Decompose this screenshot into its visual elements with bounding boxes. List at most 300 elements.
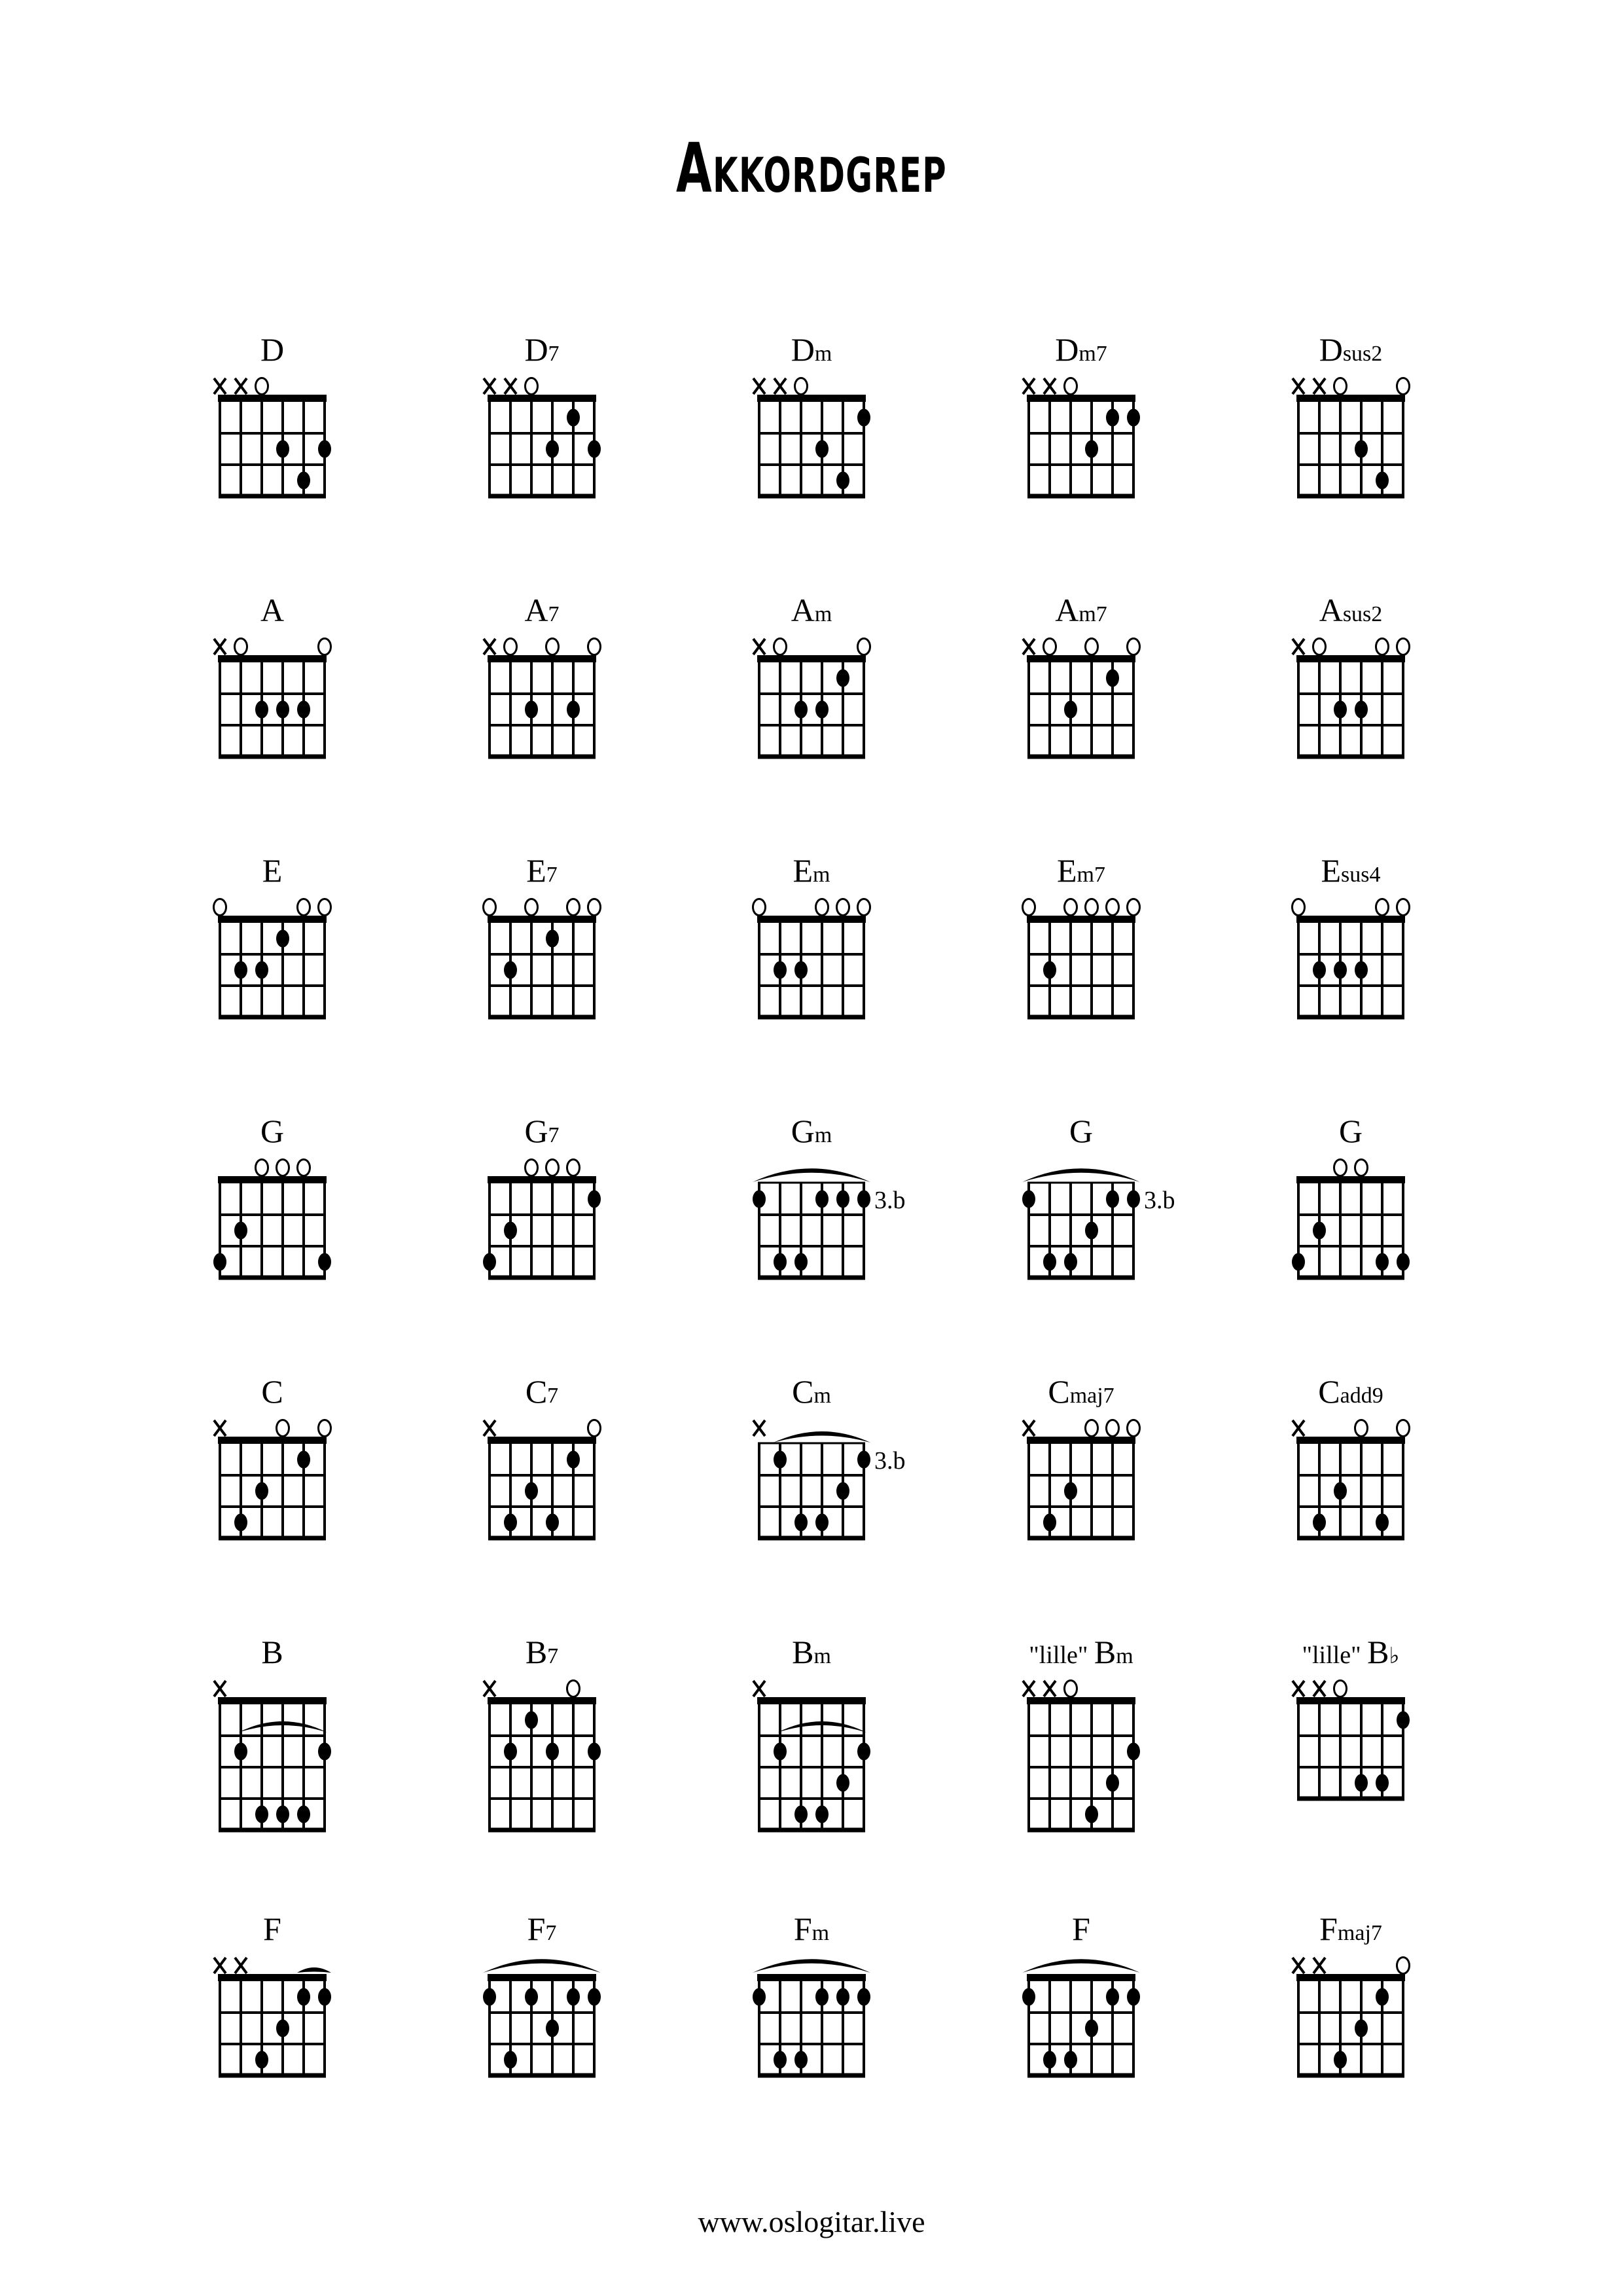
chord-name <box>1057 852 1105 889</box>
finger-dot <box>836 1988 849 2006</box>
chord-name-root: B <box>525 1634 548 1670</box>
chord-name-suffix: 7 <box>547 1384 559 1408</box>
chord-cell <box>407 1633 677 1910</box>
chord-name <box>1319 331 1383 368</box>
finger-dot <box>1085 440 1098 458</box>
open-string-marker <box>505 639 517 655</box>
open-string-marker <box>1376 899 1389 916</box>
barre-arc <box>1022 1959 1140 1973</box>
open-string-marker <box>526 899 538 916</box>
chord-name <box>526 852 558 889</box>
muted-string-marker <box>1023 639 1035 655</box>
finger-dot <box>1064 2051 1077 2069</box>
chord-name-suffix: 7 <box>545 1921 557 1945</box>
open-string-marker <box>795 378 808 395</box>
chord-cell <box>1216 1910 1486 2170</box>
finger-dot <box>1376 1774 1389 1792</box>
fretboard-grid <box>218 916 327 1017</box>
chord-cell <box>137 591 407 852</box>
chord-name-root: B <box>1094 1634 1116 1670</box>
chord-cell <box>407 1112 677 1372</box>
chord-name <box>1302 1633 1399 1671</box>
chord-name-root: F <box>1072 1910 1090 1947</box>
open-string-marker <box>1313 639 1326 655</box>
chord-name-root: C <box>525 1373 548 1410</box>
chord-name-root: E <box>793 852 813 889</box>
open-string-marker <box>1107 899 1119 916</box>
finger-dot <box>546 2020 559 2037</box>
fretboard-grid <box>488 916 596 1017</box>
chord-diagram <box>137 368 407 508</box>
muted-string-marker <box>214 378 226 394</box>
finger-dot <box>1355 701 1368 719</box>
finger-dot <box>1064 1253 1077 1271</box>
open-string-marker <box>1065 899 1077 916</box>
finger-dot <box>1106 1988 1119 2006</box>
barre-arc <box>483 1959 601 1973</box>
open-string-marker <box>1334 1160 1347 1176</box>
finger-dot <box>1022 1191 1035 1208</box>
finger-dot <box>234 1514 247 1532</box>
finger-dot <box>234 961 247 979</box>
chord-name-suffix: m <box>814 342 832 366</box>
finger-dot <box>774 1253 787 1271</box>
open-string-marker <box>319 1420 331 1437</box>
finger-dot <box>815 1514 829 1532</box>
chord-diagram <box>946 1410 1216 1550</box>
open-string-marker <box>1128 899 1140 916</box>
finger-dot <box>525 701 538 719</box>
open-string-marker <box>484 899 496 916</box>
fretboard-grid <box>218 1974 327 2075</box>
fretboard-grid <box>488 1437 596 1538</box>
finger-dot <box>1355 961 1368 979</box>
chord-name <box>1029 1633 1133 1671</box>
chord-cell <box>137 331 407 591</box>
finger-dot <box>774 2051 787 2069</box>
finger-dot <box>1355 2020 1368 2037</box>
chord-name <box>1321 852 1380 889</box>
finger-dot <box>1334 1482 1347 1500</box>
chord-cell <box>946 852 1216 1112</box>
finger-dot <box>588 1988 601 2006</box>
chord-name-suffix: m <box>814 602 832 626</box>
chord-name-root: A <box>260 592 285 628</box>
finger-dot <box>1064 1482 1077 1500</box>
open-string-marker <box>858 899 870 916</box>
open-string-marker <box>546 1160 559 1176</box>
finger-dot <box>1376 1988 1389 2006</box>
finger-dot <box>815 1988 829 2006</box>
chord-name-root: B <box>792 1634 814 1670</box>
open-string-marker <box>1065 378 1077 395</box>
finger-dot <box>1085 2020 1098 2037</box>
fret-position-label: 3.b <box>874 1187 906 1214</box>
chord-name <box>260 591 284 629</box>
finger-dot <box>297 1988 310 2006</box>
fretboard-grid <box>218 1697 327 1830</box>
chord-name <box>791 591 832 629</box>
finger-dot <box>255 2051 268 2069</box>
chord-diagram <box>677 1671 946 1842</box>
chord-diagram <box>677 1948 946 2087</box>
open-string-marker <box>1334 1681 1347 1697</box>
chord-diagram <box>137 1150 407 1289</box>
chord-name-suffix: 7 <box>548 342 560 366</box>
fretboard-grid <box>1027 1697 1135 1830</box>
muted-string-marker <box>214 1420 226 1436</box>
finger-dot <box>1106 409 1119 427</box>
finger-dot <box>546 1514 559 1532</box>
finger-dot <box>815 701 829 719</box>
finger-dot <box>567 1988 580 2006</box>
muted-string-marker <box>753 1420 765 1436</box>
open-string-marker <box>298 1160 310 1176</box>
open-string-marker <box>1107 1420 1119 1437</box>
chord-name-root: E <box>1057 852 1077 889</box>
finger-dot <box>297 1451 310 1469</box>
chord-name-root: F <box>793 1910 812 1947</box>
open-string-marker <box>1397 1958 1410 1974</box>
open-string-marker <box>1376 639 1389 655</box>
chord-name <box>262 852 283 889</box>
chord-name <box>524 331 559 368</box>
finger-dot <box>1355 1774 1368 1792</box>
chord-name <box>527 1910 557 1948</box>
finger-dot <box>1397 1712 1410 1729</box>
muted-string-marker <box>484 1420 495 1436</box>
open-string-marker <box>319 639 331 655</box>
muted-string-marker <box>753 1681 765 1696</box>
muted-string-marker <box>753 639 765 655</box>
chord-name-root: B <box>1367 1634 1389 1670</box>
chord-cell <box>677 331 946 591</box>
chord-diagram <box>946 629 1216 768</box>
chord-diagram <box>137 1671 407 1842</box>
chord-name-root: G <box>1338 1113 1363 1149</box>
chord-name <box>1319 1910 1382 1948</box>
fretboard-grid <box>1027 1437 1135 1538</box>
chord-name <box>526 1633 558 1671</box>
chord-diagram <box>677 889 946 1029</box>
chord-name-suffix: sus2 <box>1342 342 1383 366</box>
chord-diagram <box>137 629 407 768</box>
open-string-marker <box>567 899 580 916</box>
fretboard-grid <box>1296 1437 1405 1538</box>
open-string-marker <box>1334 378 1347 395</box>
barre-arc <box>753 1168 870 1182</box>
chord-name-root: A <box>1319 592 1343 628</box>
chord-diagram <box>1216 889 1486 1029</box>
fretboard-grid <box>488 395 596 496</box>
chord-name-suffix: 7 <box>547 1644 559 1668</box>
fretboard-grid <box>1027 655 1135 757</box>
finger-dot <box>297 472 310 490</box>
fret-position-label: 3.b <box>874 1447 906 1475</box>
chord-cell <box>1216 852 1486 1112</box>
open-string-marker <box>277 1420 289 1437</box>
chord-row <box>137 1112 1486 1372</box>
chord-diagram <box>407 1410 677 1550</box>
open-string-marker <box>277 1160 289 1176</box>
finger-dot <box>1043 1253 1056 1271</box>
finger-dot <box>857 1451 870 1469</box>
open-string-marker <box>1128 1420 1140 1437</box>
open-string-marker <box>1023 899 1035 916</box>
finger-dot <box>567 701 580 719</box>
chord-diagram <box>946 889 1216 1029</box>
chord-diagram <box>946 1150 1216 1289</box>
chord-row <box>137 852 1486 1112</box>
finger-dot <box>1106 1191 1119 1208</box>
fretboard-grid <box>757 1697 866 1830</box>
chord-cell <box>137 1112 407 1372</box>
chord-name-suffix: 7 <box>546 863 558 887</box>
finger-dot <box>525 1482 538 1500</box>
finger-dot <box>483 1253 496 1271</box>
chord-cell <box>677 1372 946 1633</box>
chord-name-suffix: m <box>813 863 830 887</box>
chord-diagram <box>1216 1150 1486 1289</box>
fret-position-label: 3.b <box>1144 1187 1175 1214</box>
finger-dot <box>1127 1191 1140 1208</box>
finger-dot <box>588 1743 601 1761</box>
finger-dot <box>1043 961 1056 979</box>
chord-row <box>137 591 1486 852</box>
chord-grid <box>137 331 1486 2170</box>
chord-name-root: C <box>1318 1373 1340 1410</box>
chord-diagram <box>137 889 407 1029</box>
finger-dot <box>276 930 289 948</box>
chord-cell <box>407 1372 677 1633</box>
chord-diagram <box>407 629 677 768</box>
finger-dot <box>255 1482 268 1500</box>
finger-dot <box>255 701 268 719</box>
muted-string-marker <box>1293 1958 1304 1973</box>
chord-name-root: G <box>260 1113 285 1149</box>
open-string-marker <box>837 899 849 916</box>
chord-cell <box>946 1372 1216 1633</box>
chord-diagram <box>677 1150 946 1289</box>
open-string-marker <box>256 378 268 395</box>
chord-name-root: F <box>527 1910 546 1947</box>
open-string-marker <box>588 899 601 916</box>
chord-name-suffix: maj7 <box>1337 1921 1382 1945</box>
muted-string-marker <box>214 639 226 655</box>
finger-dot <box>318 1743 331 1761</box>
chord-name <box>1318 1372 1383 1410</box>
open-string-marker <box>1086 1420 1098 1437</box>
chord-cell <box>946 591 1216 852</box>
chord-cell <box>137 1372 407 1633</box>
finger-dot <box>276 1806 289 1823</box>
muted-string-marker <box>1293 1681 1304 1696</box>
chord-diagram <box>1216 1410 1486 1550</box>
finger-dot <box>297 1806 310 1823</box>
chord-name-suffix: m <box>814 1123 832 1147</box>
chord-name-root: E <box>1321 852 1342 889</box>
chord-name-suffix: m <box>813 1384 831 1408</box>
finger-dot <box>774 1743 787 1761</box>
muted-string-marker <box>1044 1681 1056 1696</box>
finger-dot <box>567 1451 580 1469</box>
chord-diagram <box>946 1671 1216 1842</box>
chord-name <box>260 1112 284 1150</box>
finger-dot <box>318 440 331 458</box>
chord-cell <box>1216 331 1486 591</box>
fretboard-grid <box>757 916 866 1017</box>
chord-diagram <box>677 1410 946 1550</box>
chord-name <box>1069 1112 1093 1150</box>
finger-dot <box>1334 2051 1347 2069</box>
chord-cell <box>946 1910 1216 2170</box>
chord-cell <box>677 852 946 1112</box>
fretboard-grid <box>1296 1697 1405 1799</box>
finger-dot <box>255 961 268 979</box>
finger-dot <box>836 1774 849 1792</box>
open-string-marker <box>298 899 310 916</box>
chord-diagram <box>137 1948 407 2087</box>
chord-cell <box>1216 1112 1486 1372</box>
chord-cell <box>946 1633 1216 1910</box>
open-string-marker <box>1355 1160 1368 1176</box>
muted-string-marker <box>484 639 495 655</box>
chord-name-root: D <box>260 331 285 368</box>
finger-dot <box>546 1743 559 1761</box>
chord-diagram <box>407 889 677 1029</box>
muted-string-marker <box>1313 378 1325 394</box>
chord-cell <box>137 852 407 1112</box>
muted-string-marker <box>214 1958 226 1973</box>
chord-cell <box>677 1112 946 1372</box>
fretboard-grid <box>1027 395 1135 496</box>
finger-dot <box>504 1743 517 1761</box>
muted-string-marker <box>1293 1420 1304 1436</box>
chord-name-root: B <box>261 1634 283 1670</box>
chord-name-root: D <box>791 331 815 368</box>
open-string-marker <box>588 1420 601 1437</box>
open-string-marker <box>816 899 829 916</box>
chord-name-prefix: "lille" <box>1029 1641 1094 1669</box>
finger-dot <box>504 961 517 979</box>
finger-dot <box>504 1222 517 1240</box>
fretboard-grid <box>1296 395 1405 496</box>
open-string-marker <box>214 899 226 916</box>
chord-name <box>1319 591 1383 629</box>
footer-url: www.oslogitar.live <box>698 2205 925 2238</box>
chord-name-root: F <box>1319 1910 1338 1947</box>
open-string-marker <box>1293 899 1305 916</box>
chord-diagram <box>1216 1948 1486 2087</box>
open-string-marker <box>1086 639 1098 655</box>
chord-name-root: A <box>524 592 548 628</box>
finger-dot <box>234 1222 247 1240</box>
chord-name-suffix: ♭ <box>1389 1644 1400 1668</box>
chord-diagram <box>407 1671 677 1842</box>
finger-dot <box>1376 472 1389 490</box>
finger-dot <box>1292 1253 1305 1271</box>
barre-arc <box>774 1431 870 1443</box>
chord-name <box>791 331 832 368</box>
chord-name-suffix: sus4 <box>1341 863 1381 887</box>
chord-name-root: C <box>261 1373 283 1410</box>
chord-cell <box>1216 591 1486 852</box>
open-string-marker <box>319 899 331 916</box>
finger-dot <box>857 1988 870 2006</box>
finger-dot <box>815 1191 829 1208</box>
finger-dot <box>276 440 289 458</box>
finger-dot <box>774 961 787 979</box>
chord-name-root: E <box>526 852 546 889</box>
chord-cell <box>677 1633 946 1910</box>
muted-string-marker <box>214 1681 226 1696</box>
chord-diagram <box>677 629 946 768</box>
open-string-marker <box>567 1160 580 1176</box>
chord-name-suffix: add9 <box>1340 1384 1383 1408</box>
chord-diagram <box>946 1948 1216 2087</box>
chord-name-prefix: "lille" <box>1302 1641 1368 1669</box>
finger-dot <box>1127 409 1140 427</box>
finger-dot <box>318 1988 331 2006</box>
chord-cell <box>1216 1372 1486 1633</box>
fretboard-grid <box>1296 1974 1405 2075</box>
chord-diagram <box>677 368 946 508</box>
open-string-marker <box>546 639 559 655</box>
chord-cell <box>677 591 946 852</box>
finger-dot <box>815 440 829 458</box>
muted-string-marker <box>1023 1420 1035 1436</box>
finger-dot <box>525 1988 538 2006</box>
fretboard-grid <box>1296 655 1405 757</box>
finger-dot <box>1106 1774 1119 1792</box>
chord-diagram <box>1216 1671 1486 1810</box>
chord-row <box>137 331 1486 591</box>
chord-name <box>261 1633 283 1671</box>
finger-dot <box>588 1191 601 1208</box>
open-string-marker <box>235 639 247 655</box>
barre-arc <box>297 1967 331 1973</box>
chord-cell <box>137 1910 407 2170</box>
chord-name-root: C <box>792 1373 814 1410</box>
chord-name-suffix: m <box>812 1921 830 1945</box>
muted-string-marker <box>1313 1681 1325 1696</box>
finger-dot <box>857 1743 870 1761</box>
finger-dot <box>546 440 559 458</box>
open-string-marker <box>1065 1681 1077 1697</box>
chord-name-root: D <box>524 331 548 368</box>
page-title: Akkordgrep <box>676 128 947 208</box>
finger-dot <box>1127 1988 1140 2006</box>
chord-diagram <box>946 368 1216 508</box>
chord-name <box>1055 591 1107 629</box>
finger-dot <box>1355 440 1368 458</box>
finger-dot <box>1085 1222 1098 1240</box>
open-string-marker <box>1044 639 1056 655</box>
finger-dot <box>255 1806 268 1823</box>
finger-dot <box>774 1451 787 1469</box>
chord-name <box>524 1112 559 1150</box>
chord-diagram <box>407 1948 677 2087</box>
chord-name-root: E <box>262 852 283 889</box>
finger-dot <box>753 1988 766 2006</box>
chord-cell <box>407 331 677 591</box>
chord-name-root: A <box>1055 592 1079 628</box>
fretboard-grid <box>488 655 596 757</box>
chord-diagram <box>407 368 677 508</box>
chord-name-root: F <box>263 1910 281 1947</box>
chord-name-root: G <box>524 1113 548 1149</box>
finger-dot <box>794 961 808 979</box>
